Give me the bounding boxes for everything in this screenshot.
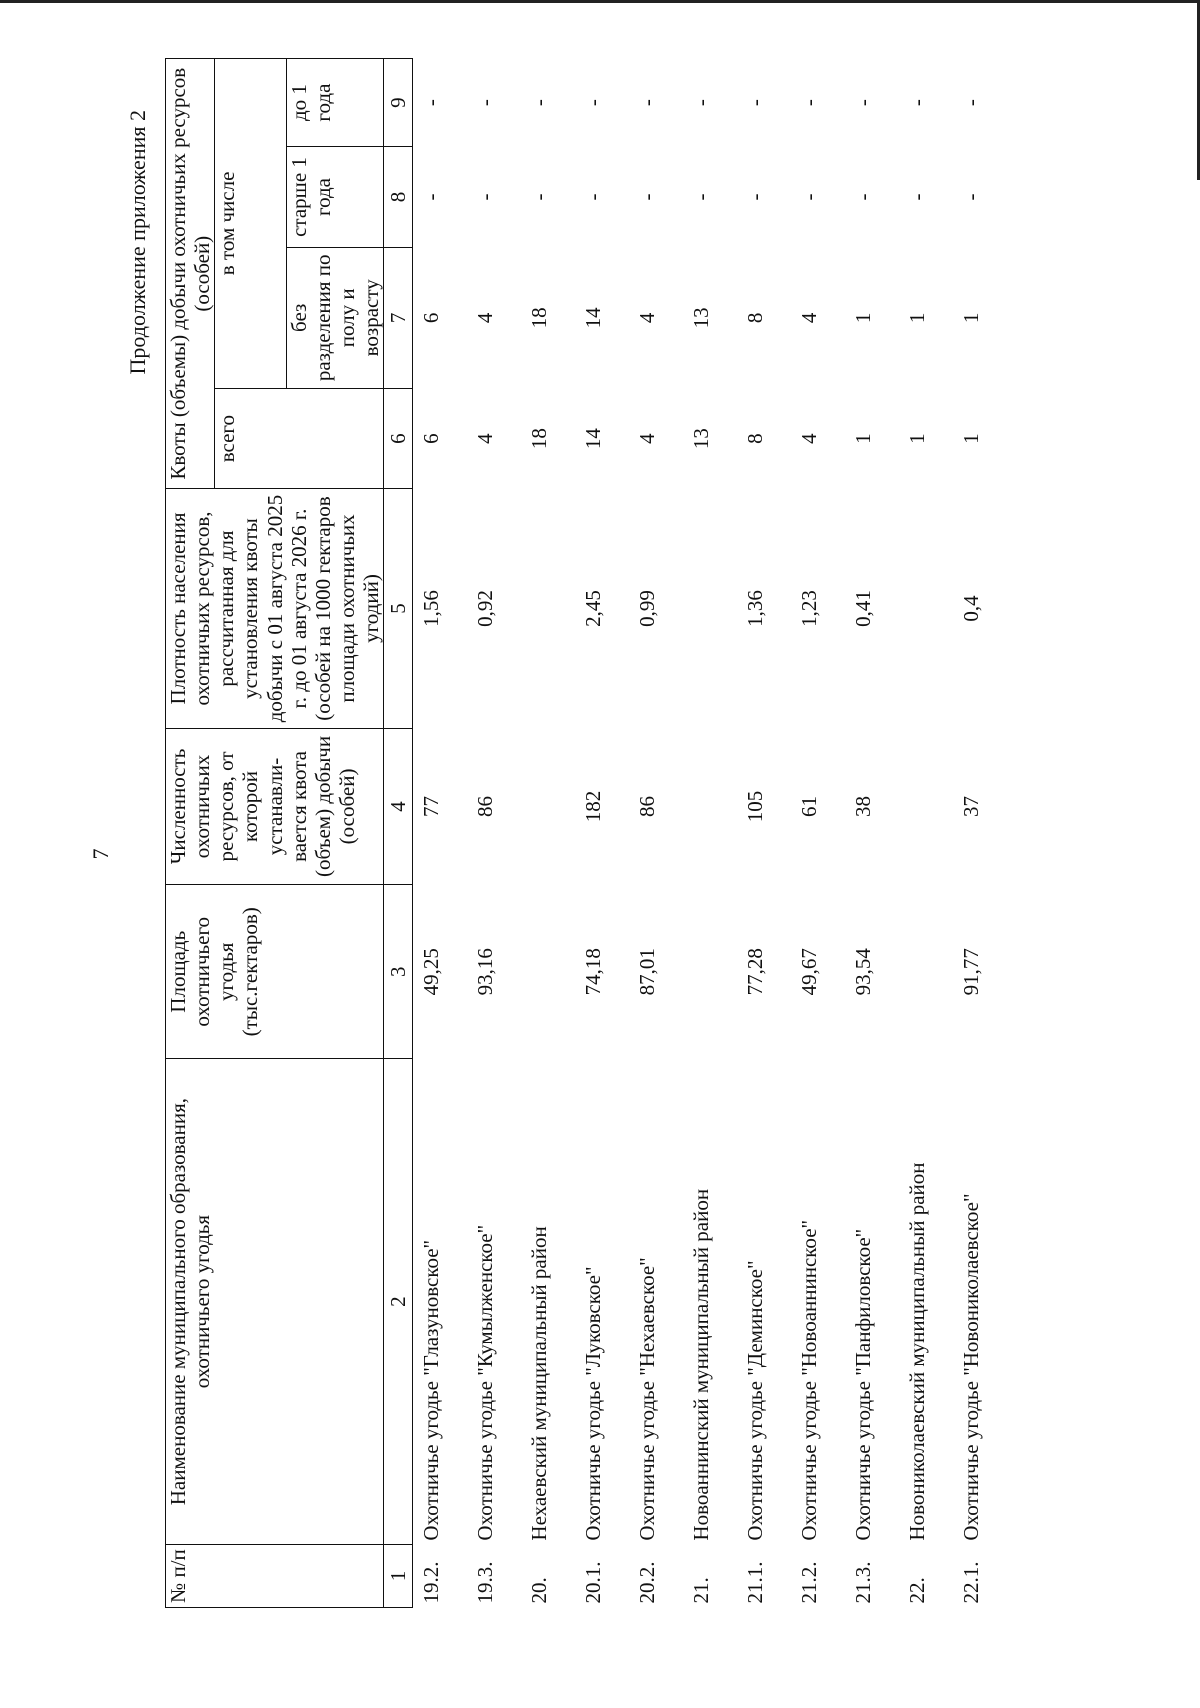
row-population	[689, 728, 743, 885]
row-quota-total: 4	[635, 433, 660, 444]
row-area: 93,16	[473, 948, 498, 996]
row-quota-young: -	[851, 99, 876, 107]
row-quota-young: -	[689, 99, 714, 107]
row-quota-young: -	[635, 99, 660, 107]
column-numbers-row	[384, 59, 413, 1608]
row-name: Охотничье угодье "Кумылженское"	[473, 1224, 498, 1541]
table-row	[959, 59, 1013, 1608]
row-quota-older: -	[473, 193, 498, 201]
row-area	[689, 885, 743, 1059]
continuation-label: Продолжение приложения 2	[125, 110, 150, 375]
row-quota-total: 13	[689, 428, 714, 450]
row-quota-no-sex-age: 4	[635, 312, 660, 324]
column-number: 7	[384, 247, 413, 388]
table-header	[166, 59, 413, 1608]
column-number: 3	[384, 885, 413, 1059]
column-number: 9	[384, 59, 413, 147]
row-quota-total: 1	[851, 433, 876, 444]
row-area: 77,28	[743, 948, 768, 996]
row-quota-total: 4	[797, 433, 822, 444]
row-population	[905, 728, 959, 885]
row-quota-older: -	[743, 193, 768, 201]
row-population	[527, 728, 581, 885]
table-row	[527, 59, 581, 1608]
column-number: 4	[384, 728, 413, 885]
row-quota-older: -	[419, 193, 444, 201]
row-quota-young: -	[797, 99, 822, 107]
page-number: 7	[88, 848, 113, 860]
row-name: Новониколаевский муниципальный район	[905, 1162, 930, 1541]
row-population: 86	[635, 795, 660, 817]
quota-table	[165, 58, 1013, 1608]
row-quota-total: 18	[527, 428, 552, 450]
table-row	[851, 59, 905, 1608]
row-quota-young: -	[527, 99, 552, 107]
row-quota-older: -	[851, 193, 876, 201]
row-population: 86	[473, 795, 498, 817]
row-area: 87,01	[635, 948, 660, 996]
header-population: Численность охотничьих ресурсов, от которой устанавли-вается квота (объем) добычи (особей)	[166, 728, 384, 885]
header-quota: Квоты (объемы) добычи охотничьих ресурсов (особей)	[166, 59, 215, 489]
row-number: 20.2.	[635, 1561, 660, 1604]
row-density	[905, 489, 959, 728]
row-quota-young: -	[419, 99, 444, 107]
row-population: 182	[581, 790, 606, 823]
row-number: 21.	[689, 1577, 714, 1604]
row-quota-no-sex-age: 18	[527, 307, 552, 329]
row-density	[689, 489, 743, 728]
header-total: всего	[215, 388, 384, 489]
row-quota-total: 14	[581, 428, 606, 450]
row-quota-older: -	[689, 193, 714, 201]
row-name: Охотничье угодье "Луковское"	[581, 1266, 606, 1541]
row-area	[527, 885, 581, 1059]
table-row	[797, 59, 851, 1608]
row-quota-older: -	[905, 193, 930, 201]
row-name: Охотничье угодье "Панфиловское"	[851, 1228, 876, 1541]
row-number: 22.	[905, 1577, 930, 1604]
row-quota-no-sex-age: 6	[419, 312, 444, 324]
row-quota-no-sex-age: 14	[581, 307, 606, 329]
row-quota-young: -	[905, 99, 930, 107]
column-number: 2	[384, 1059, 413, 1545]
row-number: 19.2.	[419, 1561, 444, 1604]
row-quota-no-sex-age: 1	[959, 312, 984, 324]
row-population: 37	[959, 795, 984, 817]
header-number: № п/п	[166, 1545, 384, 1608]
row-area: 93,54	[851, 948, 876, 996]
row-number: 21.1.	[743, 1561, 768, 1604]
row-quota-total: 6	[419, 433, 444, 444]
row-density: 0,99	[635, 590, 660, 627]
row-population: 38	[851, 795, 876, 817]
row-number: 19.3.	[473, 1561, 498, 1604]
row-quota-young: -	[959, 99, 984, 107]
row-name: Охотничье угодье "Новоаннинское"	[797, 1219, 822, 1541]
header-area: Площадь охотничьего угодья (тыс.гектаров)	[166, 885, 384, 1059]
row-density: 0,4	[959, 595, 984, 622]
table-row	[743, 59, 797, 1608]
table-row	[689, 59, 743, 1608]
row-quota-no-sex-age: 1	[905, 312, 930, 324]
row-density: 2,45	[581, 590, 606, 627]
table-row	[635, 59, 689, 1608]
row-area: 74,18	[581, 948, 606, 996]
header-density: Плотность населения охотничьих ресурсов, рассчитанная для установления квоты добычи с 01 августа 2025 г. до 01 августа 2026 г. (особей на 1000 гектаров площади охотничьих угодий)	[166, 489, 384, 728]
row-population: 61	[797, 795, 822, 817]
table-row	[413, 59, 474, 1608]
row-area	[905, 885, 959, 1059]
row-quota-young: -	[581, 99, 606, 107]
column-number: 8	[384, 147, 413, 248]
row-number: 21.2.	[797, 1561, 822, 1604]
row-quota-older: -	[797, 193, 822, 201]
row-name: Охотничье угодье "Глазуновское"	[419, 1239, 444, 1541]
row-name: Охотничье угодье "Новониколаевское"	[959, 1193, 984, 1541]
header-older-1-year: старше 1 года	[286, 147, 384, 248]
row-quota-older: -	[635, 193, 660, 201]
row-density: 0,41	[851, 590, 876, 627]
row-number: 21.3.	[851, 1561, 876, 1604]
column-number: 6	[384, 388, 413, 489]
row-quota-older: -	[581, 193, 606, 201]
row-quota-no-sex-age: 8	[743, 312, 768, 324]
row-name: Охотничье угодье "Деминское"	[743, 1260, 768, 1541]
row-density	[527, 489, 581, 728]
row-number: 22.1.	[959, 1561, 984, 1604]
header-no-sex-age: без разделения по полу и возрасту	[286, 247, 384, 388]
row-density: 1,36	[743, 590, 768, 627]
row-quota-total: 4	[473, 433, 498, 444]
row-density: 1,23	[797, 590, 822, 627]
header-including: в том числе	[215, 59, 286, 389]
row-quota-no-sex-age: 4	[473, 312, 498, 324]
row-area: 91,77	[959, 948, 984, 996]
row-quota-no-sex-age: 1	[851, 312, 876, 324]
row-area: 49,67	[797, 948, 822, 996]
row-quota-total: 1	[959, 433, 984, 444]
row-area: 49,25	[419, 948, 444, 996]
table-row	[905, 59, 959, 1608]
table-row	[473, 59, 527, 1608]
row-quota-total: 8	[743, 433, 768, 444]
row-quota-no-sex-age: 4	[797, 312, 822, 324]
row-quota-older: -	[959, 193, 984, 201]
row-population: 77	[419, 795, 444, 817]
row-density: 0,92	[473, 590, 498, 627]
table-body	[413, 59, 1014, 1608]
row-name: Новоаннинский муниципальный район	[689, 1188, 714, 1541]
row-number: 20.	[527, 1577, 552, 1604]
row-quota-total: 1	[905, 433, 930, 444]
row-number: 20.1.	[581, 1561, 606, 1604]
column-number: 1	[384, 1545, 413, 1608]
header-name: Наименование муниципального образования, охотничьего угодья	[166, 1059, 384, 1545]
row-name: Охотничье угодье "Нехаевское"	[635, 1257, 660, 1541]
row-density: 1,56	[419, 590, 444, 627]
table-row	[581, 59, 635, 1608]
column-number: 5	[384, 489, 413, 728]
row-population: 105	[743, 790, 768, 823]
row-quota-older: -	[527, 193, 552, 201]
row-quota-young: -	[743, 99, 768, 107]
row-name: Нехаевский муниципальный район	[527, 1226, 552, 1541]
row-quota-no-sex-age: 13	[689, 307, 714, 329]
header-under-1-year: до 1 года	[286, 59, 384, 147]
row-quota-young: -	[473, 99, 498, 107]
